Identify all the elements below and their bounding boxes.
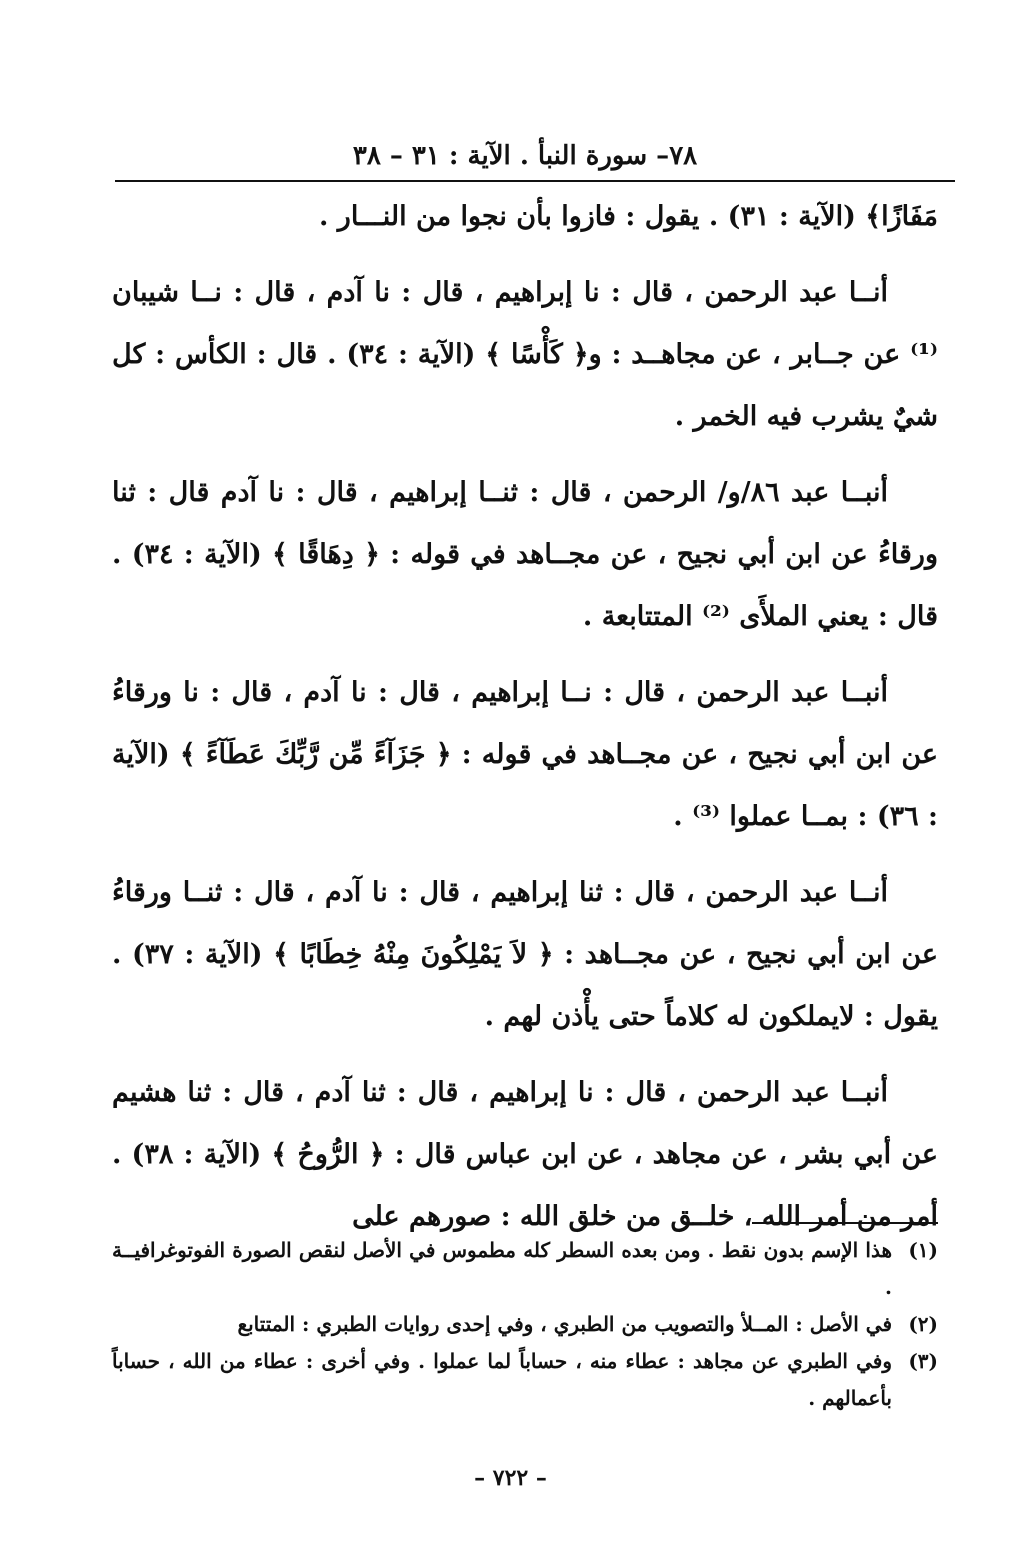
footnote-text: هذا الإسم بدون نقط . ومن بعده السطر كله مطموس في الأصل لنقص الصورة الفوتوغرافيــة . (112, 1238, 892, 1299)
footnote-number: (١) (908, 1238, 938, 1262)
footnotes (112, 1232, 938, 1417)
paragraph-6: أنبــا عبد الرحمن ، قال : نا إبراهيم ، قال : ثنا آدم ، قال : ثنا هشيم عن أبي بشر ، عن مجاهد ، عن ابن عباس قال : ﴿ الرُّوحُ ﴾ (الآية : ٣٨) . أمر من أمر الله ، خلــق من خلق الله : صورهم على (112, 1077, 938, 1232)
footnote-number: (٢) (908, 1312, 938, 1336)
footnote-number: (٣) (908, 1349, 938, 1373)
main-text (112, 186, 938, 1262)
running-header: ٧٨– سورة النبأ . الآية : ٣١ – ٣٨ (352, 141, 698, 171)
footnote-rule (752, 1222, 938, 1224)
paragraph-2: أنــا عبد الرحمن ، قال : نا إبراهيم ، قال : نا آدم ، قال : نــا شيبان ⁽¹⁾ عن جــابر ، عن مجاهــد : و﴿ كَأْسًا ﴾ (الآية : ٣٤) . قال : الكأس : كل شيٌ يشرب فيه الخمر . (112, 277, 938, 432)
footnote-text: وفي الطبري عن مجاهد : عطاء منه ، حساباً لما عملوا . وفي أخرى : عطاء من الله ، حساباً بأعمالهم . (112, 1349, 892, 1410)
footnote-text: في الأصل : المــلأ والتصويب من الطبري ، وفي إحدى روايات الطبري : المتتابع (237, 1312, 892, 1336)
paragraph-4: أنبــا عبد الرحمن ، قال : نــا إبراهيم ، قال : نا آدم ، قال : نا ورقاءُ عن ابن أبي نجيح ، عن مجــاهد في قوله : ﴿ جَزَآءً مِّن رَّبِّكَ عَطَآءً ﴾ (الآية : ٣٦) : بمــا عملوا ⁽³⁾ . (112, 677, 938, 832)
footnote-2 (112, 1306, 938, 1343)
page-number: – ٧٢٢ – (474, 1465, 547, 1491)
paragraph-3: أنبــا عبد ٨٦/و/ الرحمن ، قال : ثنــا إبراهيم ، قال : نا آدم قال : ثنا ورقاءُ عن ابن أبي نجيح ، عن مجــاهد في قوله : ﴿ دِهَاقًا ﴾ (الآية : ٣٤) . قال : يعني الملأَى ⁽²⁾ المتتابعة . (112, 477, 939, 632)
footnote-3 (112, 1343, 938, 1417)
header-rule (115, 180, 955, 182)
paragraph-5: أنــا عبد الرحمن ، قال : ثنا إبراهيم ، قال : نا آدم ، قال : ثنــا ورقاءُ عن ابن أبي نجيح ، عن مجــاهد : ﴿ لاَ يَمْلِكُونَ مِنْهُ خِطَابًا ﴾ (الآية : ٣٧) . يقول : لايملكون له كلاماً حتى يأْذن لهم . (112, 877, 939, 1032)
paragraph-1: مَفَازًا﴾ (الآية : ٣١) . يقول : فازوا بأن نجوا من النـــار . (318, 201, 938, 232)
footnote-1 (112, 1232, 938, 1306)
